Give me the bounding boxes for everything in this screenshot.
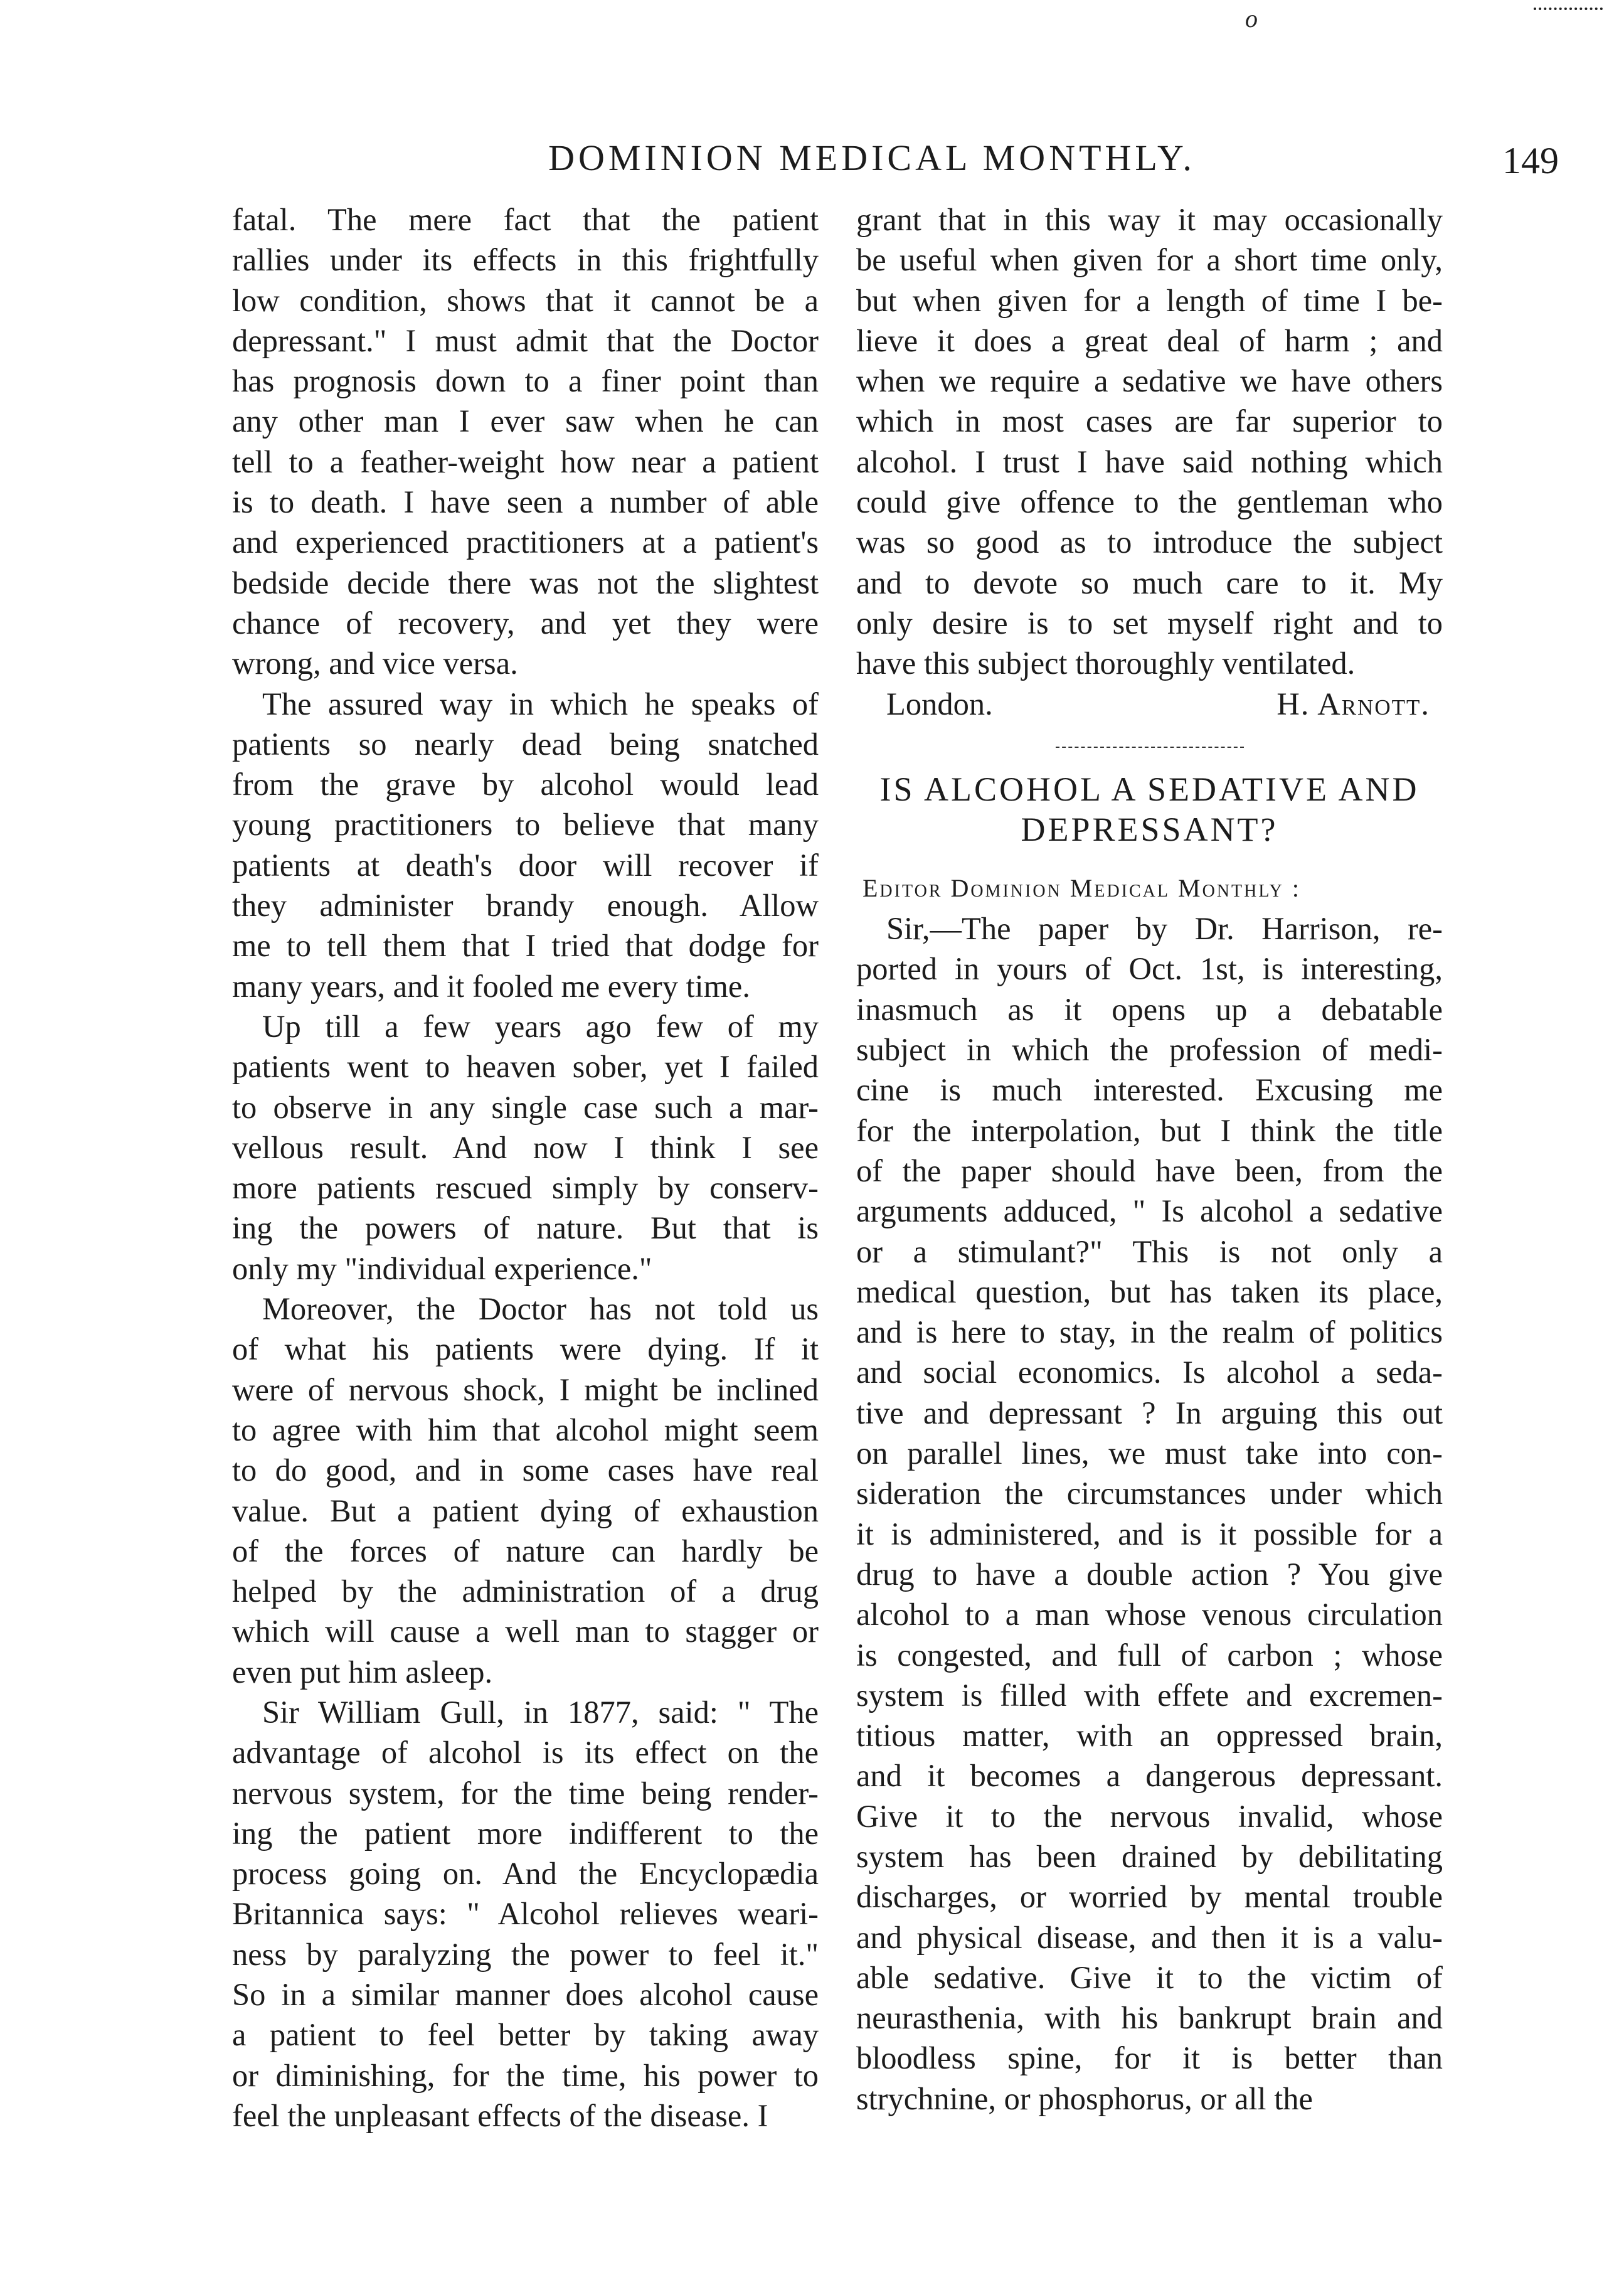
text-line: of what his patients were dying. If it (232, 1331, 819, 1367)
text-line: and physical disease, and then it is a valu- (856, 1919, 1443, 1955)
section-divider (1056, 747, 1244, 750)
text-line: feel the unpleasant effects of the disease. I (232, 2097, 768, 2133)
text-line: they administer brandy enough. Allow (232, 888, 819, 924)
text-line: to observe in any single case such a mar- (232, 1089, 819, 1125)
text-line: wrong, and vice versa. (232, 646, 518, 681)
text-line: patients at death's door will recover if (232, 847, 819, 883)
text-line: more patients rescued simply by conserv- (232, 1170, 819, 1206)
text-line: Sir William Gull, in 1877, said: " The (262, 1694, 819, 1730)
text-line: So in a similar manner does alcohol cause (232, 1977, 819, 2013)
right-column (856, 200, 1443, 2119)
article-title-line-1: IS ALCOHOL A SEDATIVE AND (879, 770, 1420, 808)
text-line: were of nervous shock, I might be inclined (232, 1372, 819, 1407)
body-paragraph (232, 1006, 819, 1289)
text-line: advantage of alcohol is its effect on the (232, 1735, 819, 1771)
running-header-title: DOMINION MEDICAL MONTHLY. (548, 137, 1196, 178)
text-line: to agree with him that alcohol might seem (232, 1412, 819, 1447)
text-line: lieve it does a great deal of harm ; and (856, 322, 1443, 358)
text-line: only my "individual experience." (232, 1250, 652, 1286)
signature-name: H. Arnott. (1276, 686, 1430, 722)
text-line: helped by the administration of a drug (232, 1574, 819, 1609)
top-edge-mark (1534, 8, 1603, 11)
body-paragraph (232, 1692, 819, 2136)
text-line: system has been drained by debilitating (856, 1838, 1443, 1874)
text-line: or a stimulant?" This is not only a (856, 1233, 1443, 1269)
text-line: inasmuch as it opens up a debatable (856, 991, 1443, 1027)
signature-line (856, 684, 1443, 724)
text-line: and to devote so much care to it. My (856, 565, 1443, 600)
left-column (232, 200, 819, 2136)
text-line: tell to a feather-weight how near a patient (232, 444, 819, 479)
text-line: on parallel lines, we must take into con- (856, 1435, 1443, 1471)
text-line: it is administered, and is it possible for a (856, 1516, 1443, 1552)
text-line: bedside decide there was not the slightest (232, 565, 819, 600)
stray-mark: o (1245, 4, 1258, 33)
letter-closing-paragraph (856, 200, 1443, 684)
text-line: rallies under its effects in this frightfully (232, 242, 819, 278)
body-paragraph (232, 684, 819, 1006)
text-line: when we require a sedative we have others (856, 363, 1443, 399)
text-line: me to tell them that I tried that dodge for (232, 928, 819, 964)
text-line: tive and depressant ? In arguing this out (856, 1395, 1443, 1430)
text-line: which will cause a well man to stagger or (232, 1614, 819, 1649)
article-title (856, 769, 1443, 850)
text-line: fatal. The mere fact that the patient (232, 202, 819, 237)
text-line: but when given for a length of time I be- (856, 282, 1443, 318)
text-line: able sedative. Give it to the victim of (856, 1959, 1443, 1995)
text-line: patients went to heaven sober, yet I failed (232, 1049, 819, 1085)
text-line: patients so nearly dead being snatched (232, 726, 819, 762)
text-line: and it becomes a dangerous depressant. (856, 1758, 1443, 1794)
text-line: is congested, and full of carbon ; whose (856, 1637, 1443, 1673)
signature-place: London. (886, 686, 993, 722)
text-line: many years, and it fooled me every time. (232, 968, 750, 1004)
text-line: or diminishing, for the time, his power to (232, 2057, 819, 2093)
text-line: system is filled with effete and excremen- (856, 1677, 1443, 1713)
text-line: drug to have a double action ? You give (856, 1556, 1443, 1592)
text-line: depressant." I must admit that the Doctor (232, 322, 819, 358)
text-line: ing the powers of nature. But that is (232, 1210, 819, 1246)
text-line: bloodless spine, for it is better than (856, 2040, 1443, 2076)
text-line: arguments adduced, " Is alcohol a sedative (856, 1193, 1443, 1229)
text-line: even put him asleep. (232, 1654, 493, 1690)
text-line: nervous system, for the time being render- (232, 1775, 819, 1811)
text-line: ness by paralyzing the power to feel it." (232, 1936, 819, 1972)
text-line: be useful when given for a short time only, (856, 242, 1443, 278)
text-line: have this subject thoroughly ventilated. (856, 646, 1356, 681)
text-line: Sir,—The paper by Dr. Harrison, re- (886, 911, 1443, 947)
text-line: has prognosis down to a finer point than (232, 363, 819, 399)
text-line: to do good, and in some cases have real (232, 1452, 819, 1488)
text-line: process going on. And the Encyclopædia (232, 1856, 819, 1892)
text-line: of the paper should have been, from the (856, 1153, 1443, 1188)
text-line: grant that in this way it may occasionally (856, 202, 1443, 237)
text-line: and social economics. Is alcohol a seda- (856, 1355, 1443, 1390)
text-line: a patient to feel better by taking away (232, 2017, 819, 2053)
text-line: cine is much interested. Excusing me (856, 1072, 1443, 1108)
body-paragraph (232, 1289, 819, 1692)
text-line: could give offence to the gentleman who (856, 484, 1443, 520)
page-number: 149 (1502, 140, 1559, 181)
text-line: subject in which the profession of medi- (856, 1032, 1443, 1068)
text-line: from the grave by alcohol would lead (232, 767, 819, 802)
text-line: value. But a patient dying of exhaustion (232, 1493, 819, 1528)
text-line: only desire is to set myself right and to (856, 605, 1443, 641)
text-line: neurasthenia, with his bankrupt brain and (856, 2000, 1443, 2036)
letter-body-paragraph (856, 908, 1443, 2119)
text-line: discharges, or worried by mental trouble (856, 1879, 1443, 1915)
text-line: is to death. I have seen a number of able (232, 484, 819, 520)
text-line: alcohol. I trust I have said nothing which (856, 444, 1443, 479)
text-line: medical question, but has taken its place, (856, 1274, 1443, 1309)
letter-salutation: Editor Dominion Medical Monthly : (862, 873, 1301, 902)
text-line: was so good as to introduce the subject (856, 525, 1443, 560)
text-line: for the interpolation, but I think the title (856, 1112, 1443, 1148)
text-line: vellous result. And now I think I see (232, 1129, 819, 1165)
text-line: The assured way in which he speaks of (262, 686, 819, 722)
text-line: titious matter, with an oppressed brain, (856, 1718, 1443, 1754)
text-line: and is here to stay, in the realm of politics (856, 1314, 1443, 1350)
text-line: any other man I ever saw when he can (232, 403, 819, 439)
text-line: young practitioners to believe that many (232, 807, 819, 843)
text-line: ported in yours of Oct. 1st, is interesting, (856, 951, 1443, 987)
article-title-line-2: DEPRESSANT? (1021, 810, 1278, 848)
body-paragraph (232, 200, 819, 684)
text-line: Give it to the nervous invalid, whose (856, 1798, 1443, 1834)
text-line: of the forces of nature can hardly be (232, 1533, 819, 1569)
text-line: Up till a few years ago few of my (262, 1008, 819, 1044)
text-line: strychnine, or phosphorus, or all the (856, 2080, 1313, 2116)
text-line: ing the patient more indifferent to the (232, 1815, 819, 1851)
text-line: and experienced practitioners at a patient's (232, 525, 819, 560)
text-line: sideration the circumstances under which (856, 1476, 1443, 1511)
text-line: chance of recovery, and yet they were (232, 605, 819, 641)
text-line: Britannica says: " Alcohol relieves weari- (232, 1896, 819, 1932)
text-line: alcohol to a man whose venous circulation (856, 1597, 1443, 1633)
text-line: Moreover, the Doctor has not told us (262, 1291, 819, 1327)
text-line: which in most cases are far superior to (856, 403, 1443, 439)
text-line: low condition, shows that it cannot be a (232, 282, 819, 318)
